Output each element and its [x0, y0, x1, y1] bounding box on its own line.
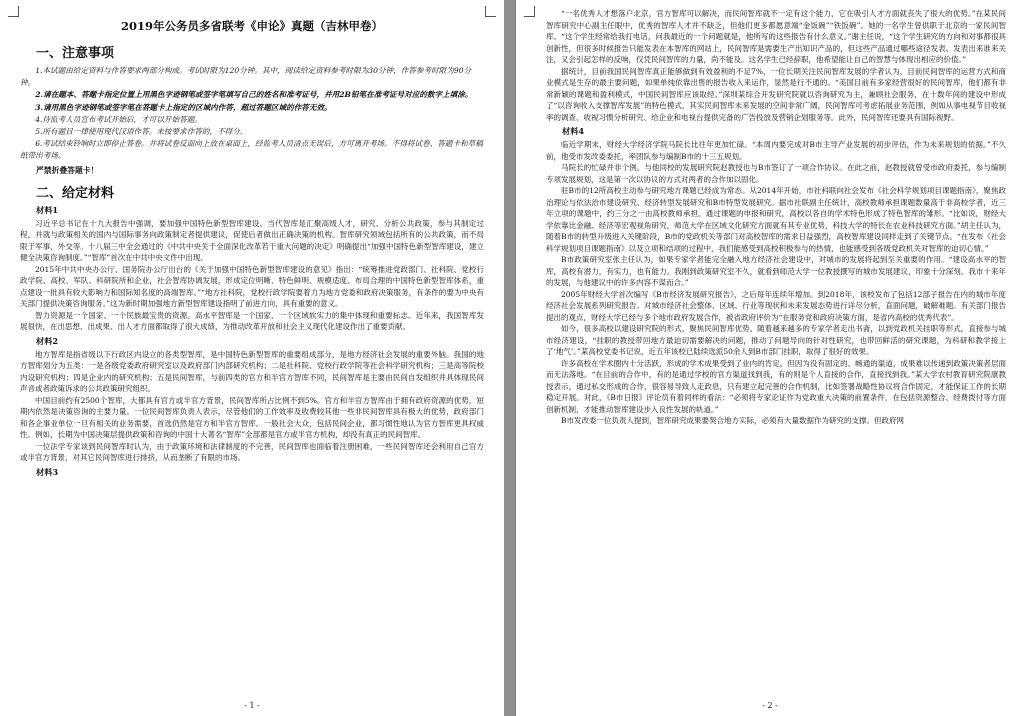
document-title: 2019年公务员多省联考《申论》真题（吉林甲卷） — [120, 19, 383, 33]
paragraph: B市发改委一位负责人提到，智库研究成果要契合地方实际，必须有大量数据作为研究的支撑。但政府网 — [561, 416, 905, 425]
note-4: 4.待监考人员宣布考试开始后，才可以开始答题。 — [35, 114, 202, 124]
paragraph: 智力资源是一个国家、一个民族最宝贵的资源。高水平智库是一个国家、一个区域软实力的集中体现和重要标志。近年来，我国智库发展很快，在出思想、出成果、出人才方面都取得了很大成绩，为推动改革开放和社会主义现代化建设作出了重要贡献。 — [20, 310, 484, 332]
paragraph: 许多高校在学术圈内十分活跃，形成的学术成果受到了业内的肯定，但因为没有固定的、畅通的渠道，成果难以传递到政策决策者层面而无法落地。“在目前的合作中，有的是通过学校的官方渠道找到我，有的则是个人直接的合作，直接找到我。”某大学农村教育研究院康教授表示，通过私交形成的合作，很容易导致人走政息，只有建立起完善的合作机制，比如签署战略性协议将合作固定，才能保证工作的长期稳定开展。对此，《B市日报》评论员有着同样的看法：“必须将专家论证作为党政重大决策的前置条件，在包括资源整合、经费拨付等方面创新机制，才能推动智库建设步入良性发展的轨道。” — [546, 358, 1006, 414]
page-1 — [0, 0, 504, 716]
paragraph: 2005年财经大学首次编写《B市经济发展研究报告》，之后每年连续年增加。到2018年，该校发布了包括12部子报告在内的城市年度经济社会发展系列研究报告。对城市经济社会整体、区域、行业等现状和未来发展态势进行详尽分析，直面问题，破解难题。有关部门报告提出的观点，财经大学已经与多个地市政府发展合作，被省政府评价为“在服务党和政府决策方面，是省内高校的优秀代表”。 — [546, 289, 1006, 322]
crop-mark — [485, 6, 496, 17]
paragraph: 驻B市的12所高校主动参与研究地方课题已经成为常态。从2014年开始，市社科联向社会发布《社会科学规划项目课题指南》，聚焦政治理论与依法治市建设研究、经济转型发展研究和B市特型发展研究。据市社联副主任统计，高校教师承担课题数量高于非高校学者，近三年立项的课题中，约三分之一由高校教师承担。通过课题的申报和研究，高校以各自的学术特色形成了特色智库的雏形。“比如说，财经大学依靠比金融、经济等宏观视角研究，师范大学在区域文化研究方面就有其专业优势，科技大学的特长在农业科技研究方面。”胡主任认为，随着B市的转型升级进入关键阶段，B市的党政机关等部门对高校智库的需求日益强烈，高校智库建设同样走到了关键节点。“在发布《社会科学规划项目课题指南》以及立项和结项的过程中，我们能感受到高校积极参与的热情，也能感受到各级党政机关对智库的迫切心情。” — [546, 186, 1006, 253]
warning-text: 严禁折叠答题卡！ — [36, 165, 99, 175]
material-2-label: 材料2 — [36, 335, 59, 346]
note-6: 6.考试结束铃响时立即停止答卷。并将试卷反面向上放在桌面上，经监考人员清点无误后，方可离开考场。不得将试卷、答题卡和草稿纸带出考场。 — [20, 139, 483, 161]
material-3-label: 材料3 — [36, 466, 59, 477]
page-number: - 1 - — [244, 701, 260, 710]
note-5: 5.所有题目一律使用现代汉语作答。未按要求作答的，不得分。 — [35, 127, 248, 137]
crop-mark — [524, 6, 535, 17]
note-1: 1.本试题由给定资料与作答要求两部分构成。考试时限为120分钟。其中，阅读给定资料参考时限为30分钟，作答参考时限为90分钟。 — [20, 66, 472, 88]
paragraph: “一名优秀人才想落户北京，官方智库可以解决，而民间智库就不一定有这个能力，它在吸引人才方面就丧失了很大的优势。”在某民间智库研究中心副主任眼中，优秀的智库人才并不缺乏，但他们更多都愿意端“金饭碗”“铁饭碗”。她的一名学生曾供职于北京的一家民间智库。“这个学生经常给我打电话，问我最近的一个问题就是，他所写的这些报告有什么意义。”谢主任说，“这个学生研究的方向和对事都很具创新性，但很多时候报告只能发表在本智库的网站上，民间智库是需要生产出知识产品的，但这些产品通过哪些途径发表、发表出来谁来关注，又会引起怎样的反响，仅凭民间智库的力量，尚不能及。这名学生已经辞职，他希望能让自己的智慧与体现出相应的价值。” — [546, 9, 1006, 64]
paragraph: 据统计，目前我国民间智库真正能够做到有效盈利的不足7%，一位长期关注民间智库发展的学者认为，目前民间智库的运营方式和商业模式是生存的最主要问题，如果单纯依靠出售的报告收入来运作，显然是行不通的。“美国目前有多家经营很好的民间智库，他们都有非常新颖的课题和盈利模式，中国民间智库应该取经。”深圳某综合开发研究院就以咨询研究为主，兼顾社会服务，在十数年间的建设中形成了“以咨询收入支撑智库发展”的特色模式，其实民间智库未来发展的空间非常广阔，民间智库可考虑拓展业务范围，例如从事电视节目收视率的调查、收视习惯分析研究、给企业和电视台提供完备的广告投放及营销企划服务等。此外，民间智库还要具有国际视野。 — [546, 66, 1006, 122]
section-heading-notes: 一、注意事项 — [36, 46, 115, 61]
paragraph: 习近平总书记在十九大报告中强调，要加强中国特色新型智库建设。当代智库是汇聚高级人才，研究、分析公共政策，参与其制定过程，并就与政策相关的国内与国际事务向政策制定者提供建议，促使后者做出正确决策的机构。智库研究领域包括所有的公共政策，而不局限于军事，外交等。十八届三中全会通过的《中共中央关于全面深化改革若干重大问题的决定》明确提出“加强中国特色新型智库建设，建立健全决策咨询制度。”“智库”首次在中共中央文件中出现。 — [20, 218, 484, 263]
paragraph: 如今，很多高校以建设研究院的形式，聚焦民间智库优势。随着越来越多的专家学者走出书斋，以到党政机关挂职等形式，直接参与城市经济建设。“挂职的教授带回地方最迫切需要解决的问题，推动了问题导向的针对性研究，也带回鲜活的研究课题，为科研和教学接上了‘地气’。”某高校党委书记说，近五年该校已陆续选派50余人到B市部门挂职，取得了很好的效果。 — [546, 324, 1006, 356]
page-gap — [504, 0, 516, 716]
page-number: - 2 - — [762, 701, 778, 710]
note-2: 2.请在题本、答题卡指定位置上用黑色字迹钢笔或签字笔填写自己的姓名和准考证号，并用2B铅笔在准考证号对应的数字上填涂。 — [35, 90, 473, 100]
paragraph: 2015年中共中央办公厅、国务院办公厅出台的《关于加强中国特色新型智库建设的意见》指出：“统筹推进党政部门、社科院、党校行政学院、高校、军队、科研院所和企业，社会智库协调发展，形成定位明晰、特色鲜明、规模适度、布局合理的中国特色新型智库体系，重点建设一批具有较大影响力和国际知名度的高端智库。”“地方社科院，党校行政学院要着力为地方党委和政府决策服务，有条件的要为中央有关部门提供决策咨询服务。”这为新时期加强地方新型智库建设指明了前进方向，具有重要的意义。 — [20, 264, 484, 309]
page-2 — [516, 0, 1024, 716]
paragraph: 马院长的忙碌并非个例。与他同校的发展研究院赵教授也与B市签订了一项合作协议。在此之前，赵教授就曾受市政府委托，参与编制专项发展规划，这是第一次以协议的方式对两者的合作加以固化。 — [546, 163, 1006, 184]
crop-mark — [8, 6, 19, 17]
paragraph: 一位法学专家谈到民间智库时认为，由于政策环境和法律制度的不完善，民间智库也面临着注册困难，一些民间智库还会利用自己官方或半官方背景，对其它民间智库进行排挤，从而垄断了有限的市场。 — [20, 441, 484, 463]
paragraph: B市政策研究室张主任认为，如果专家学者能完全融入地方经济社会建设中，对城市的发展将起到至关重要的作用。“建设高水平的智库，高校有潜力，有实力，也有能力。我刚到政策研究室不久，就看到师范大学一位教授撰写的城市发展建议，印象十分深刻。我市十来年的发展，与他建议中的许多内容不谋而合。” — [546, 255, 1006, 287]
material-4-label: 材料4 — [562, 126, 585, 136]
section-heading-materials: 二、给定材料 — [36, 185, 115, 201]
note-3: 3.请用黑色字迹钢笔或签字笔在答题卡上指定的区域内作答，超过答题区域的作答无效。 — [35, 102, 332, 112]
paragraph: 临近学期末，财经大学经济学院马院长比往年更加忙碌。“本周内要完成对B市主导产业发展的初步评估，作为未来规划的依据。”不久前，他受市发改委委托，率团队参与编制B市的十三五规划。 — [546, 140, 1006, 161]
paragraph: 地方智库是指省级以下行政区内设立的各类型智库，是中国特色新型智库的重要组成部分，是地方经济社会发展的重要外脑。我国的地方智库划分为五类：一是各级党委政府研究室以及政府部门内部研究机构；二是社科院、党校行政学院等社会科学研究机构；三是高等院校内设研究机构；四是企业内的研究机构；五是民间智库，与前四类的官方和半官方智库不同，民间智库是主要由民间自发组织并具体现民间声音或者政策诉求的公共政策研究组织。 — [20, 349, 484, 394]
paragraph: 中国目前约有2500个智库，大都具有官方或半官方背景，民间智库所占比例不到5%。官方和半官方智库由于拥有政府资源的优势，短期内依然是决策咨询的主要力量。一位民间智库负责人表示，尽管他们的工作效率及收费较其他一些非民间智库具有极大的优势，政府部门和各企事业单位一旦有相关的业务需要，首选仍然是官方和半官方智库。一般社会大众，包括民间企业，都习惯性地认为官方智库更具权威性。例如，长期为中国决策层提供政策和咨询的中国十大著名“智库”全部都是官方或半官方机构，却没有真正的民间智库。 — [20, 395, 484, 440]
material-1-label: 材料1 — [36, 204, 59, 215]
